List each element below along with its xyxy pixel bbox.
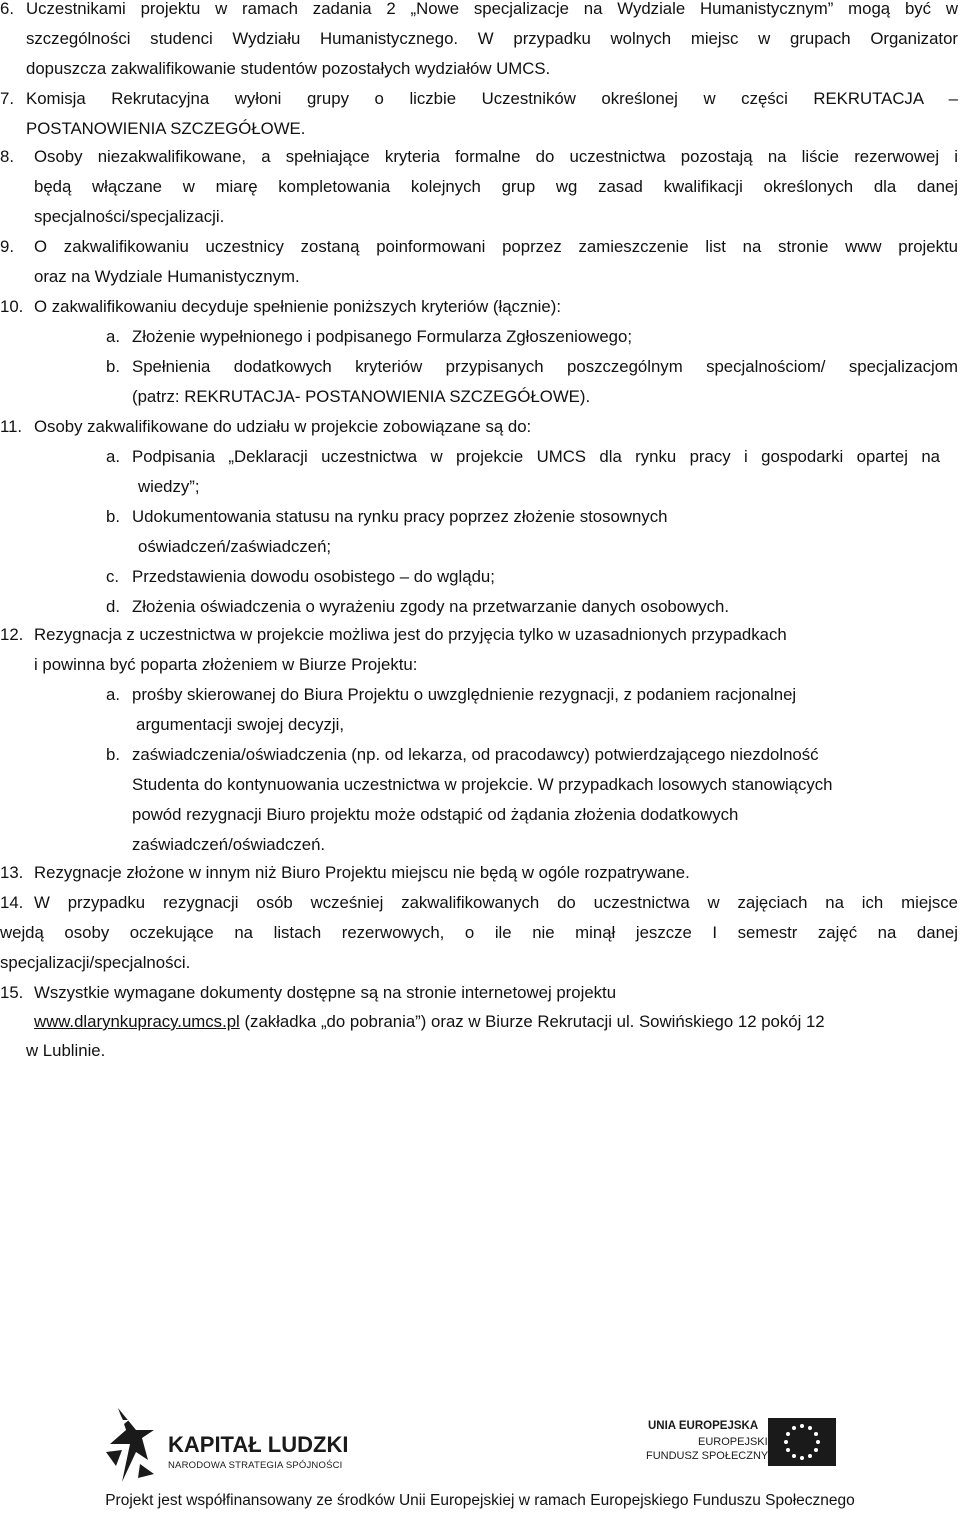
eu-flag-icon bbox=[768, 1418, 836, 1466]
item-text-line: szczególności studenci Wydziału Humanistycznego. W przypadku wolnych miejsc w grupach Organizator bbox=[26, 29, 958, 48]
subitem-text-line: Spełnienia dodatkowych kryteriów przypisanych poszczególnym specjalnościom/ specjalizacjom bbox=[132, 357, 958, 376]
subitem-text-line: Przedstawienia dowodu osobistego – do wglądu; bbox=[132, 567, 495, 586]
eu-logo-text-2: EUROPEJSKI bbox=[698, 1436, 768, 1448]
item-number: 15. bbox=[0, 983, 24, 1002]
eu-logo-text-1: UNIA EUROPEJSKA bbox=[648, 1420, 759, 1432]
item-text-line: specjalizacji/specjalności. bbox=[0, 953, 191, 972]
item-text-line: dopuszcza zakwalifikowanie studentów pozostałych wydziałów UMCS. bbox=[26, 59, 551, 78]
item-number: 11. bbox=[0, 417, 23, 436]
subitem-letter: a. bbox=[106, 327, 120, 346]
subitem-letter: a. bbox=[106, 685, 120, 704]
subitem-text-line: powód rezygnacji Biuro projektu może odstąpić od żądania złożenia dodatkowych bbox=[132, 805, 739, 824]
item-text-line: Komisja Rekrutacyjna wyłoni grupy o liczbie Uczestników określonej w części REKRUTACJA – bbox=[26, 89, 958, 108]
item-text-line: Uczestnikami projektu w ramach zadania 2 „Nowe specjalizacje na Wydziale Humanistycznym” mogą być w bbox=[26, 0, 958, 18]
subitem-text-line: oświadczeń/zaświadczeń; bbox=[138, 537, 332, 556]
item-text-line: będą włączane w miarę kompletowania kolejnych grup wg zasad kwalifikacji określonych dla danej bbox=[34, 177, 958, 196]
item-number: 8. bbox=[0, 147, 14, 166]
item-number: 14. bbox=[0, 893, 24, 912]
subitem-text-line: wiedzy”; bbox=[138, 477, 200, 496]
subitem-text-line: zaświadczenia/oświadczenia (np. od lekarza, od pracodawcy) potwierdzającego niezdolność bbox=[132, 745, 819, 764]
subitem-text-line: Studenta do kontynuowania uczestnictwa w projekcie. W przypadkach losowych stanowiących bbox=[132, 775, 833, 794]
subitem-letter: b. bbox=[106, 745, 120, 764]
eu-efs-logo bbox=[610, 1410, 820, 1480]
item-text-line: (zakładka „do pobrania”) oraz w Biurze Rekrutacji ul. Sowińskiego 12 pokój 12 bbox=[244, 1012, 825, 1031]
item-text-line-with-link bbox=[34, 1007, 825, 1037]
subitem-letter: b. bbox=[106, 357, 120, 376]
subitem-letter: a. bbox=[106, 447, 120, 466]
item-text-line: Rezygnacje złożone w innym niż Biuro Projektu miejscu nie będą w ogóle rozpatrywane. bbox=[34, 863, 690, 882]
kapital-ludzki-subtitle: NARODOWA STRATEGIA SPÓJNOŚCI bbox=[168, 1460, 343, 1471]
subitem-text-line: (patrz: REKRUTACJA- POSTANOWIENIA SZCZEGÓŁOWE). bbox=[132, 387, 591, 406]
subitem-text-line: Złożenie wypełnionego i podpisanego Formularza Zgłoszeniowego; bbox=[132, 327, 633, 346]
subitem-text-line: Podpisania „Deklaracji uczestnictwa w projekcie UMCS dla rynku pracy i gospodarki opartej na bbox=[132, 447, 940, 466]
kapital-ludzki-logo bbox=[96, 1400, 356, 1490]
item-text-line: POSTANOWIENIA SZCZEGÓŁOWE. bbox=[26, 119, 306, 138]
subitem-letter: c. bbox=[106, 567, 120, 586]
item-text-line: Osoby zakwalifikowane do udziału w projekcie zobowiązane są do: bbox=[34, 417, 532, 436]
subitem-letter: d. bbox=[106, 597, 120, 616]
item-text-line: O zakwalifikowaniu uczestnicy zostaną poinformowani poprzez zamieszczenie list na stronie www projektu bbox=[34, 237, 958, 256]
kapital-ludzki-title: KAPITAŁ LUDZKI bbox=[168, 1432, 349, 1457]
item-text-line: Wszystkie wymagane dokumenty dostępne są na stronie internetowej projektu bbox=[34, 983, 617, 1002]
subitem-text-line: argumentacji swojej decyzji, bbox=[136, 715, 344, 734]
subitem-text-line: prośby skierowanej do Biura Projektu o uwzględnienie rezygnacji, z podaniem racjonalnej bbox=[132, 685, 797, 704]
eu-logo-text-3: FUNDUSZ SPOŁECZNY bbox=[646, 1450, 769, 1462]
item-number: 13. bbox=[0, 863, 24, 882]
project-website-link[interactable]: www.dlarynkupracy.umcs.pl bbox=[34, 1012, 240, 1031]
subitem-text-line: Złożenia oświadczenia o wyrażeniu zgody na przetwarzanie danych osobowych. bbox=[132, 597, 729, 616]
item-number: 12. bbox=[0, 625, 24, 644]
subitem-text-line: Udokumentowania statusu na rynku pracy poprzez złożenie stosownych bbox=[132, 507, 668, 526]
subitem-text-line: zaświadczeń/oświadczeń. bbox=[132, 835, 326, 854]
item-text-line: i powinna być poparta złożeniem w Biurze Projektu: bbox=[34, 655, 418, 674]
item-number: 6. bbox=[0, 0, 14, 18]
item-text-line: W przypadku rezygnacji osób wcześniej zakwalifikowanych do uczestnictwa w zajęciach na ich miejsce bbox=[34, 893, 958, 912]
item-text-line: wejdą osoby oczekujące na listach rezerwowych, o ile nie minął jeszcze I semestr zajęć na danej bbox=[0, 923, 958, 942]
item-number: 7. bbox=[0, 89, 14, 108]
item-text-line: oraz na Wydziale Humanistycznym. bbox=[34, 267, 300, 286]
item-text-line: Rezygnacja z uczestnictwa w projekcie możliwa jest do przyjęcia tylko w uzasadnionych przypadkach bbox=[34, 625, 787, 644]
item-text-line: O zakwalifikowaniu decyduje spełnienie poniższych kryteriów (łącznie): bbox=[34, 297, 561, 316]
item-number: 9. bbox=[0, 237, 14, 256]
item-text-line: Osoby niezakwalifikowane, a spełniające kryteria formalne do uczestnictwa pozostają na liście rezerwowej i bbox=[34, 147, 958, 166]
item-text-line: specjalności/specjalizacji. bbox=[34, 207, 225, 226]
item-text-line: w Lublinie. bbox=[26, 1041, 106, 1060]
item-number: 10. bbox=[0, 297, 24, 316]
footer-cofinancing-note: Projekt jest współfinansowany ze środków Unii Europejskiej w ramach Europejskiego Funduszu Społecznego bbox=[105, 1492, 855, 1509]
subitem-letter: b. bbox=[106, 507, 120, 526]
